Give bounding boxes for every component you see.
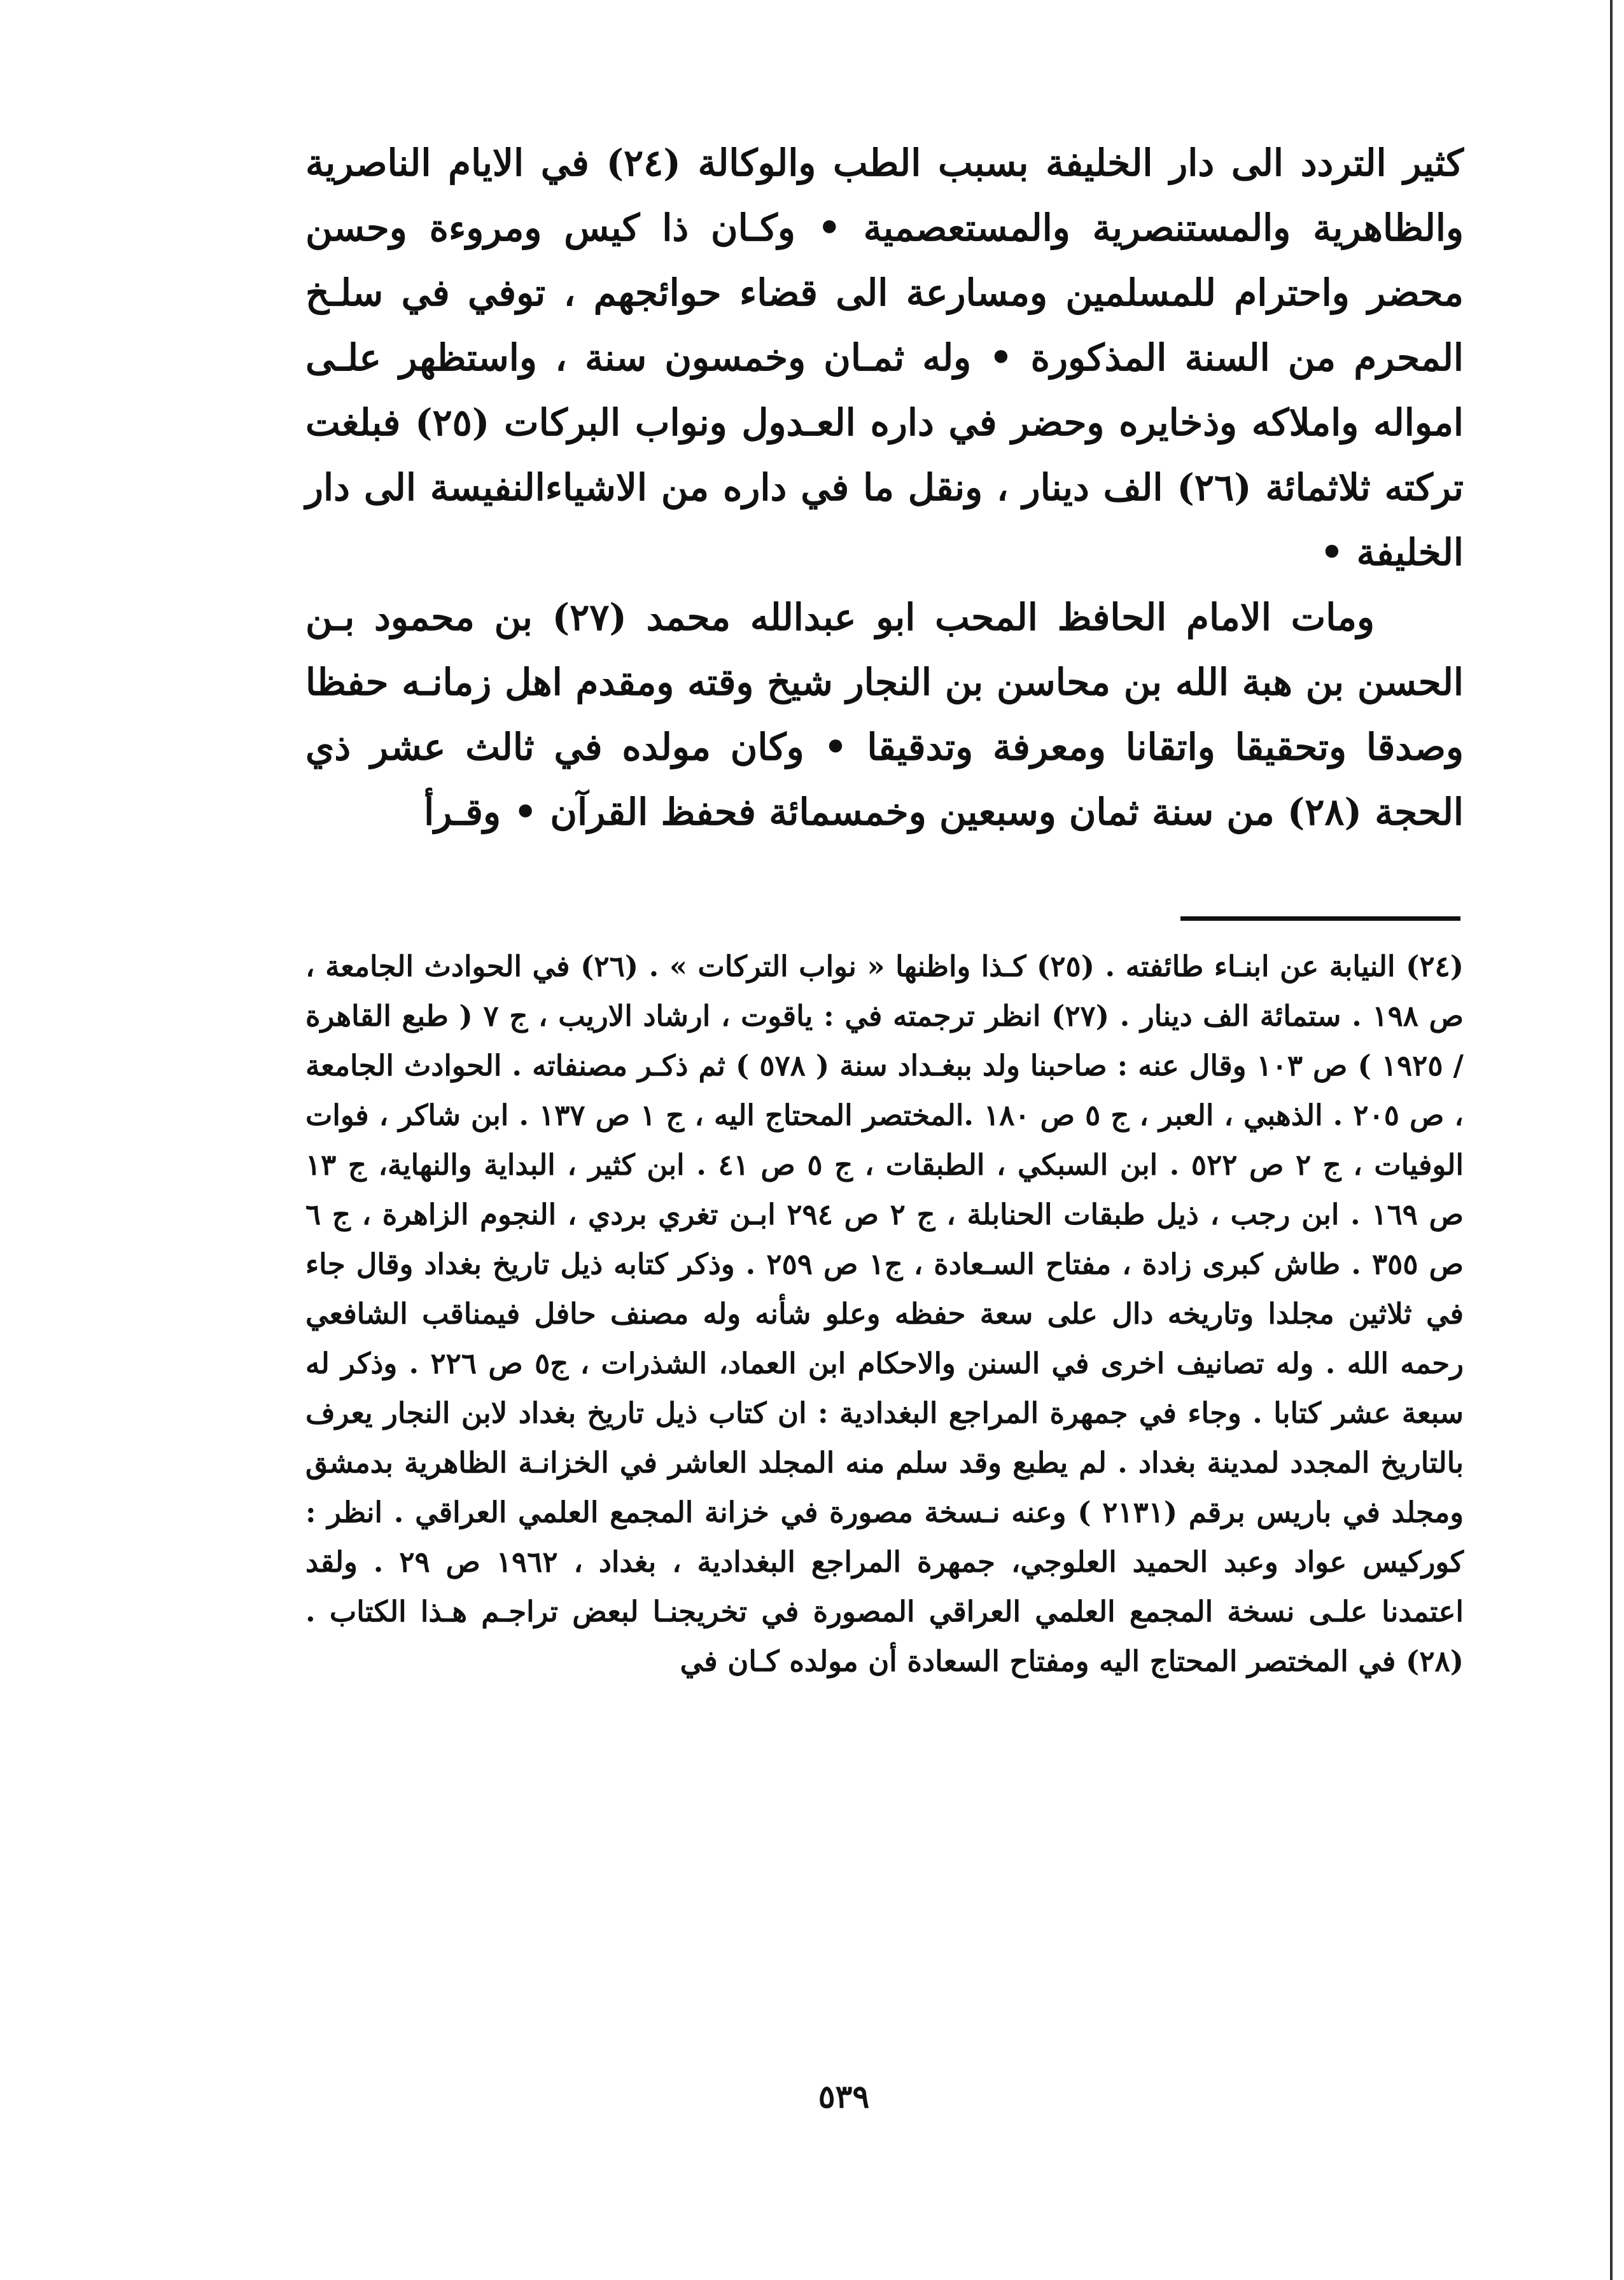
main-paragraph-1: كثير التردد الى دار الخليفة بسبب الطب والوكالة (٢٤) في الايام الناصرية والظاهرية والمستنصرية والمستعصمية • وكـان ذا كيس ومروءة وحسن محضر واحترام للمسلمين ومسارعة الى قضاء حوائجهم ، توفي في سلـخ المحرم من السنة المذكورة • وله ثمـان وخمسون سنة ، واستظهر علـى امواله واملاكه وذخايره وحضر في داره العـدول ونواب البركات (٢٥) فبلغت تركته ثلاثمائة (٢٦) الف دينار ، ونقل ما في داره من الاشياءالنفيسة الى دار الخليفة • bbox=[305, 141, 1464, 574]
footnotes-text: (٢٤) النيابة عن ابنـاء طائفته . (٢٥) كـذا واظنها « نواب التركات » . (٢٦) في الحوادث الجامعة ، ص ١٩٨ . ستمائة الف دينار . (٢٧) انظر ترجمته في : ياقوت ، ارشاد الاريب ، ج ٧ ( طبع القاهرة / ١٩٢٥ ) ص ١٠٣ وقال عنه : صاحبنا ولد ببغـداد سنة ( ٥٧٨ ) ثم ذكـر مصنفاته . الحوادث الجامعة ، ص ٢٠٥ . الذهبي ، العبر ، ج ٥ ص ١٨٠ .المختصر المحتاج اليه ، ج ١ ص ١٣٧ . ابن شاكر ، فوات الوفيات ، ج ٢ ص ٥٢٢ . ابن السبكي ، الطبقات ، ج ٥ ص ٤١ . ابن كثير ، البداية والنهاية، ج ١٣ ص ١٦٩ . ابن رجب ، ذيل طبقات الحنابلة ، ج ٢ ص ٢٩٤ ابـن تغري بردي ، النجوم الزاهرة ، ج ٦ ص ٣٥٥ . طاش كبرى زادة ، مفتاح السـعادة ، ج١ ص ٢٥٩ . وذكر كتابه ذيل تاريخ بغداد وقال جاء في ثلاثين مجلدا وتاريخه دال على سعة حفظه وعلو شأنه وله مصنف حافل فيمناقب الشافعي رحمه الله . وله تصانيف اخرى في السنن والاحكام ابن العماد، الشذرات ، ج٥ ص ٢٢٦ . وذكر له سبعة عشر كتابا . وجاء في جمهرة المراجع البغدادية : ان كتاب ذيل تاريخ بغداد لابن النجار يعرف بالتاريخ المجدد لمدينة بغداد . لم يطبع وقد سلم منه المجلد العاشر في الخزانـة الظاهرية بدمشق ومجلد في باريس برقم (٢١٣١ ) وعنه نـسخة مصورة في خزانة المجمع العلمي العراقي . انظر : كوركيس عواد وعبد الحميد العلوجي، جمهرة المراجع البغدادية ، بغداد ، ١٩٦٢ ص ٢٩ . ولقد اعتمدنا علـى نسخة المجمع العلمي العراقي المصورة في تخريجنـا لبعض تراجـم هـذا الكتاب . (٢٨) في المختصر المحتاج اليه ومفتاح السعادة أن مولده كـان في bbox=[305, 949, 1464, 1678]
footnote-separator bbox=[1180, 916, 1460, 921]
footnotes-block bbox=[305, 942, 1464, 1686]
page-number: ٥٣٩ bbox=[818, 2078, 870, 2115]
main-paragraph-2: ومات الامام الحافظ المحب ابو عبدالله محمد (٢٧) بن محمود بـن الحسن بن هبة الله بن محاسن بن النجار شيخ وقته ومقدم اهل زمانـه حفظا وصدقا وتحقيقا واتقانا ومعرفة وتدقيقا • وكان مولده في ثالث عشر ذي الحجة (٢٨) من سنة ثمان وسبعين وخمسمائة فحفظ القرآن • وقـرأ bbox=[305, 596, 1464, 834]
page-edge-line bbox=[1610, 0, 1613, 2280]
main-body-text bbox=[305, 130, 1464, 844]
